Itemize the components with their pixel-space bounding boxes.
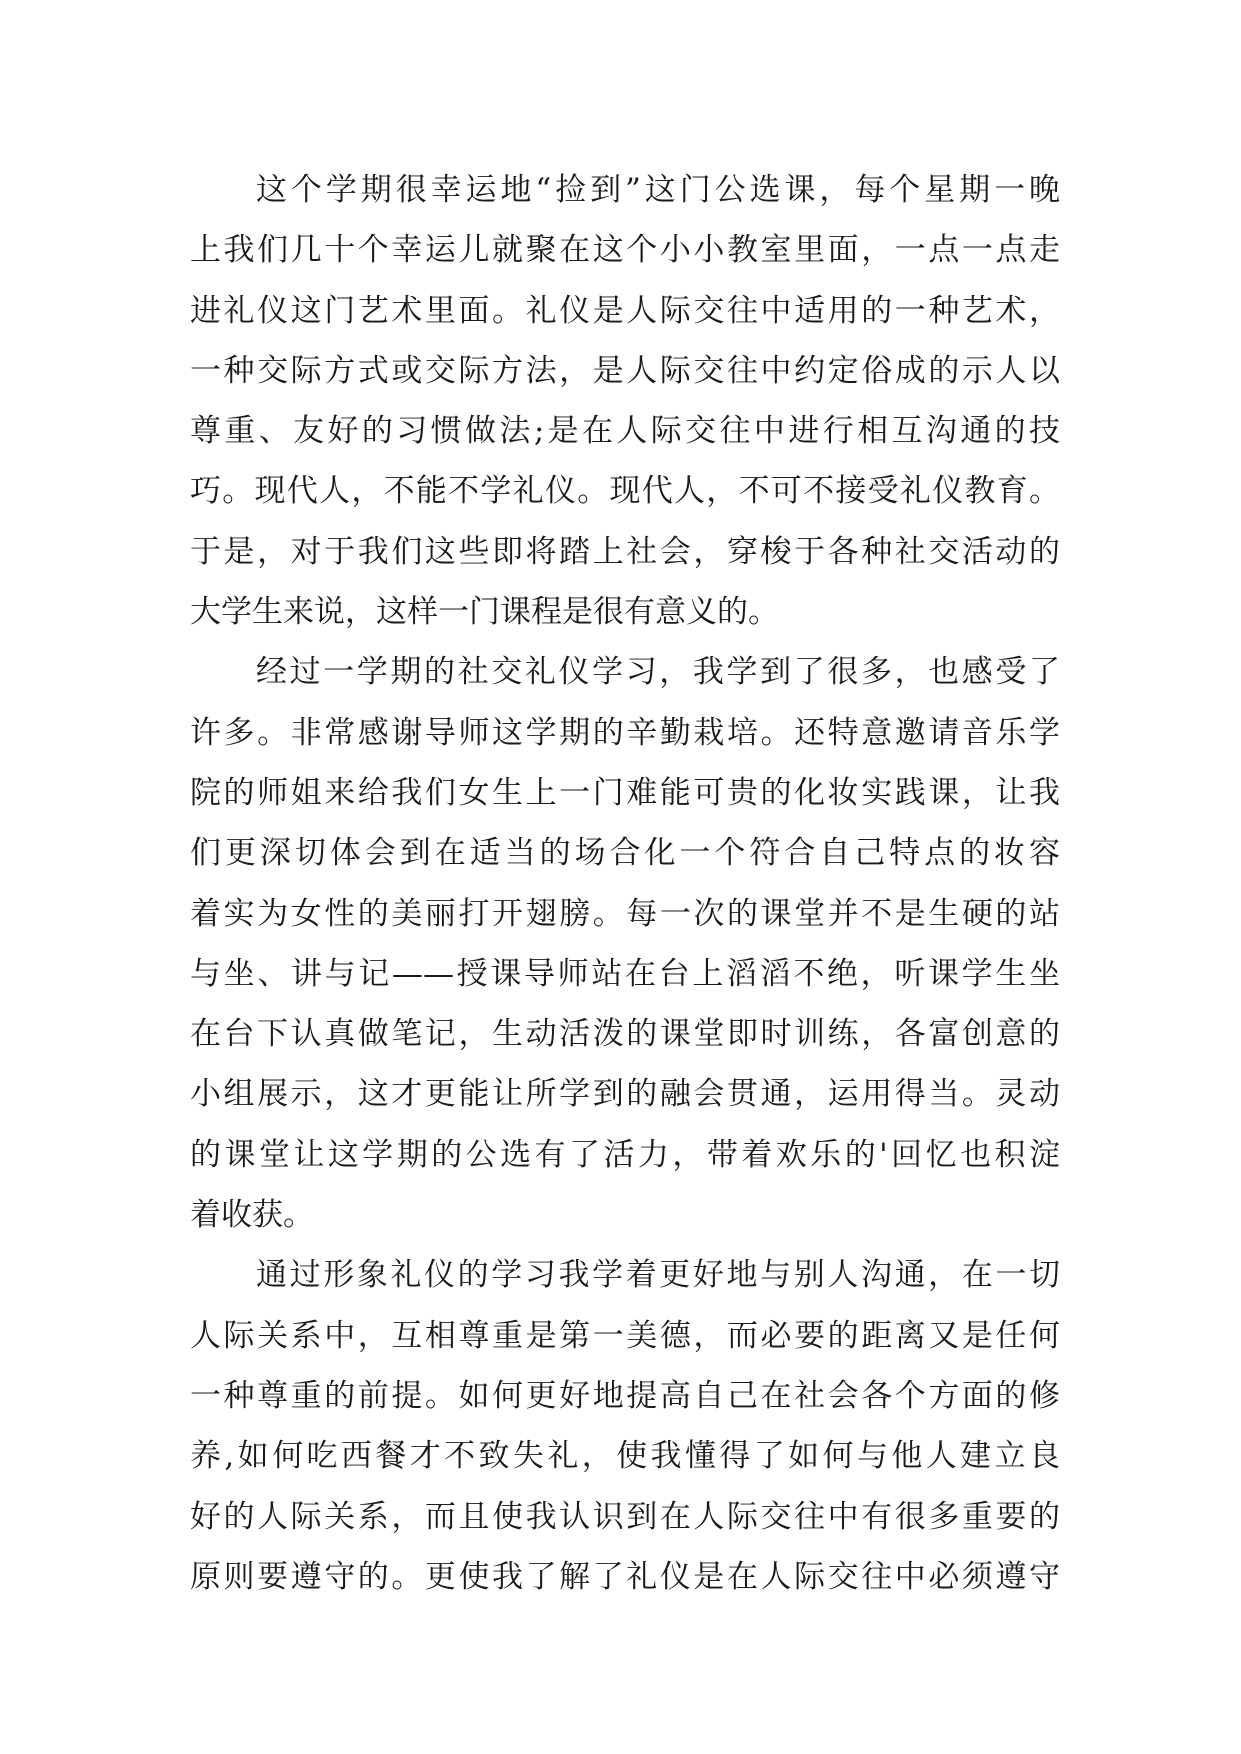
paragraph-2-line-10: 着收获。	[190, 1197, 314, 1234]
paragraph-3-line-5: 好的人际关系，而且使我认识到在人际交往中有很多重要的	[190, 1498, 1060, 1535]
paragraph-1-line-3: 进礼仪这门艺术里面。礼仪是人际交往中适用的一种艺术，	[190, 292, 1060, 329]
paragraph-1-line-7: 于是，对于我们这些即将踏上社会，穿梭于各种社交活动的	[190, 533, 1060, 570]
paragraph-2-line-4: 们更深切体会到在适当的场合化一个符合自己特点的妆容	[190, 835, 1060, 872]
paragraph-3-line-6: 原则要遵守的。更使我了解了礼仪是在人际交往中必须遵守	[190, 1558, 1060, 1595]
paragraph-2-line-8: 小组展示，这才更能让所学到的融会贯通，运用得当。灵动	[190, 1076, 1060, 1113]
paragraph-3-line-4: 养,如何吃西餐才不致失礼，使我懂得了如何与他人建立良	[190, 1438, 1060, 1475]
paragraph-2-line-9: 的课堂让这学期的公选有了活力，带着欢乐的'回忆也积淀	[190, 1136, 1060, 1173]
paragraph-1-line-2: 上我们几十个幸运儿就聚在这个小小教室里面，一点一点走	[190, 232, 1060, 269]
paragraph-3-line-1: 通过形象礼仪的学习我学着更好地与别人沟通，在一切	[256, 1257, 1060, 1294]
paragraph-3-line-3: 一种尊重的前提。如何更好地提高自己在社会各个方面的修	[190, 1377, 1060, 1414]
paragraph-2-line-1: 经过一学期的社交礼仪学习，我学到了很多，也感受了	[256, 654, 1060, 691]
document-body	[190, 160, 1060, 1607]
paragraph-2-line-5: 着实为女性的美丽打开翅膀。每一次的课堂并不是生硬的站	[190, 895, 1060, 932]
paragraph-1-line-5: 尊重、友好的习惯做法;是在人际交往中进行相互沟通的技	[190, 413, 1060, 450]
paragraph-1-line-8: 大学生来说，这样一门课程是很有意义的。	[190, 594, 779, 631]
paragraph-2-line-7: 在台下认真做笔记，生动活泼的课堂即时训练，各富创意的	[190, 1016, 1060, 1053]
paragraph-3-line-2: 人际关系中，互相尊重是第一美德，而必要的距离又是任何	[190, 1317, 1060, 1354]
paragraph-1-line-4: 一种交际方式或交际方法，是人际交往中约定俗成的示人以	[190, 352, 1060, 389]
paragraph-2-line-3: 院的师姐来给我们女生上一门难能可贵的化妆实践课，让我	[190, 774, 1060, 811]
paragraph-1-line-6: 巧。现代人，不能不学礼仪。现代人，不可不接受礼仪教育。	[190, 473, 1060, 510]
paragraph-2-line-6: 与坐、讲与记——授课导师站在台上滔滔不绝，听课学生坐	[190, 955, 1060, 992]
paragraph-1-line-1: 这个学期很幸运地“捡到”这门公选课，每个星期一晚	[256, 172, 1060, 208]
paragraph-2-line-2: 许多。非常感谢导师这学期的辛勤栽培。还特意邀请音乐学	[190, 714, 1060, 751]
